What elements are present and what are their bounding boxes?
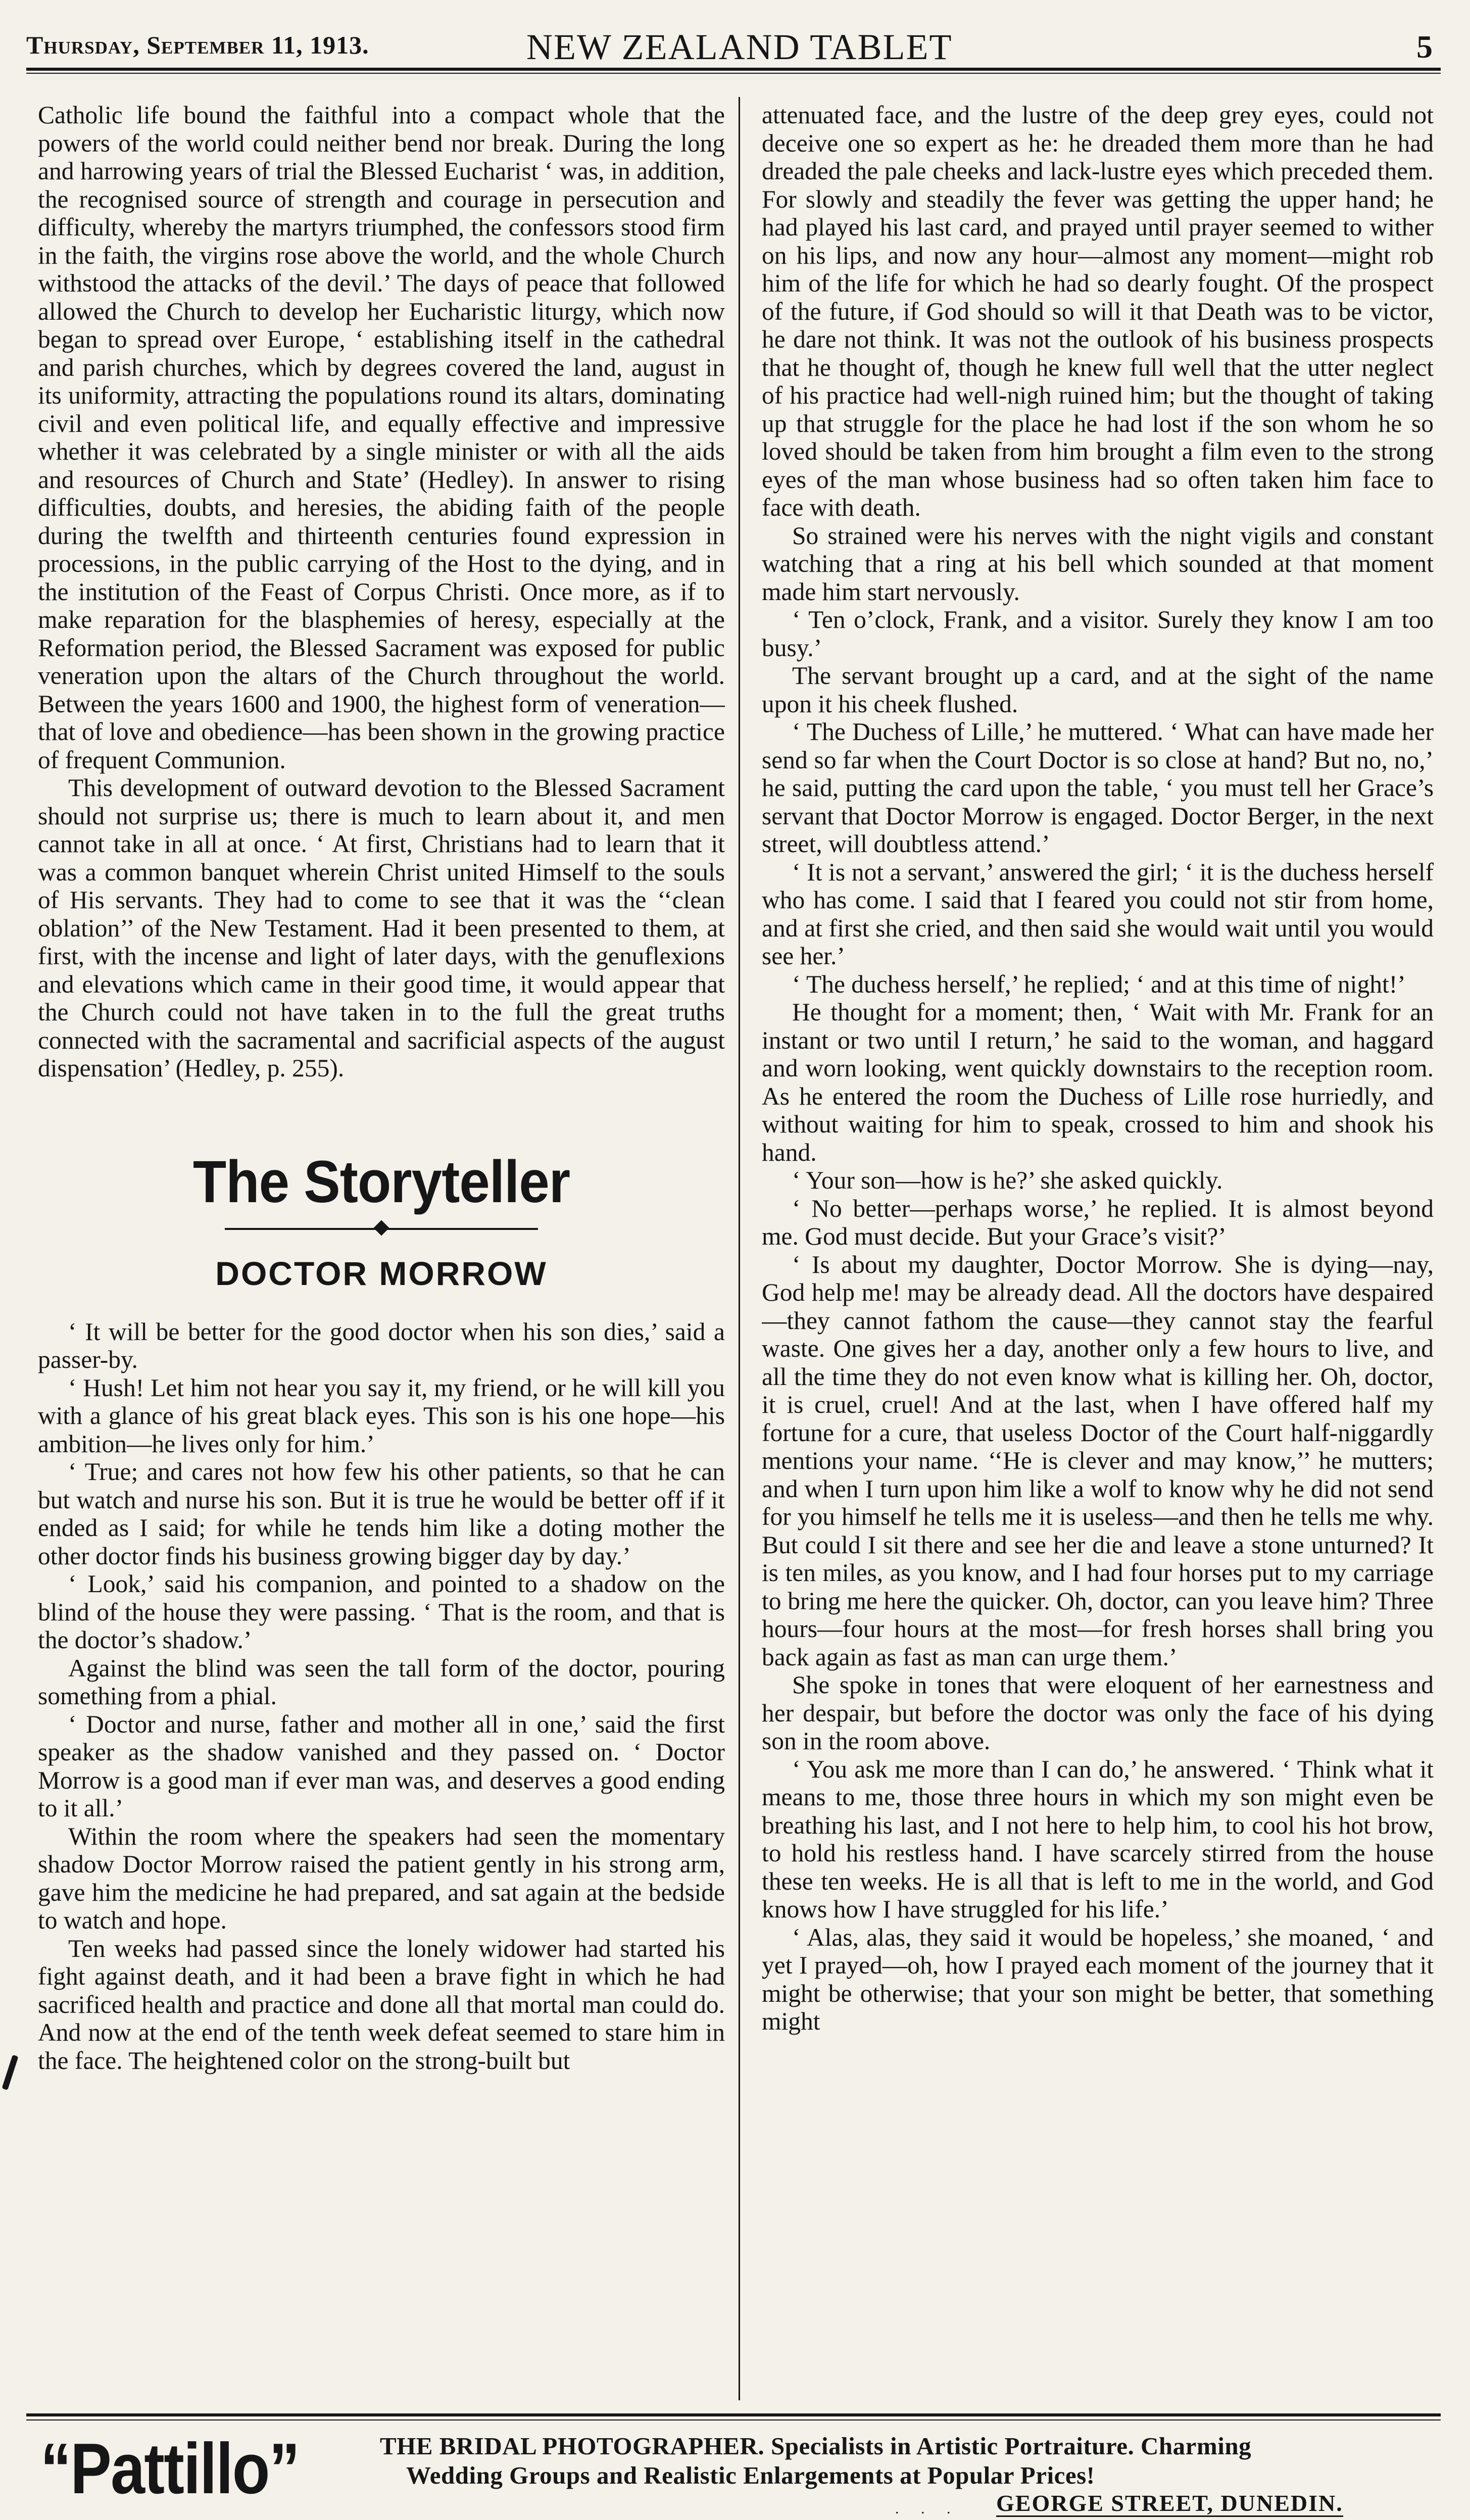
right-column — [762, 101, 1434, 2394]
left-column — [38, 101, 725, 2394]
page-number: 5 — [1416, 29, 1433, 65]
advert-line-2: Wedding Groups and Realistic Enlargements at Popular Prices! — [406, 2461, 1095, 2489]
story-paragraph: ‘ Alas, alas, they said it would be hopeless,’ she moaned, ‘ and yet I prayed—oh, how I prayed each moment of the journey that it might be otherwise; that your son might be better, that something might — [762, 1923, 1434, 2035]
story-title: DOCTOR MORROW — [215, 1254, 548, 1292]
story-paragraph: So strained were his nerves with the night vigils and constant watching that a ring at his bell which sounded at that moment made him start nervously. — [762, 521, 1434, 606]
story-paragraph: ‘ Doctor and nurse, father and mother all in one,’ said the first speaker as the shadow vanished and they passed on. ‘ Doctor Morrow is a good man if ever man was, and deserves a good ending to it all.’ — [38, 1710, 725, 1822]
story-paragraph: The servant brought up a card, and at the sight of the name upon it his cheek flushed. — [762, 662, 1434, 718]
story-paragraph: He thought for a moment; then, ‘ Wait with Mr. Frank for an instant or two until I return,’ he said to the woman, and haggard and worn looking, went quickly downstairs to the reception room. As he entered the room the Duchess of Lille rose hurriedly, and without waiting for him to speak, crossed to him and shook his hand. — [762, 998, 1434, 1166]
story-paragraph: She spoke in tones that were eloquent of her earnestness and her despair, but before the doctor was only the face of his dying son in the room above. — [762, 1671, 1434, 1755]
issue-date: Thursday, September 11, 1913. — [26, 31, 369, 59]
story-paragraph: ‘ Is about my daughter, Doctor Morrow. She is dying—nay, God help me! may be already dead. All the doctors have despaired—they cannot fathom the cause—they cannot stay the fearful waste. One gives her a day, another only a few hours to live, and all the time they do not even know what is killing her. Oh, doctor, it is cruel, cruel! And at the last, when I have offered half my fortune for a cure, that useless Doctor of the Court half-niggardly mentions your name. ‘‘He is clever and may know,’’ he mutters; and when I turn upon him like a wolf to know why he did not send for you himself he tells me it is useless—and then he tells me why. But could I sit there and see her die and leave a stone unturned? It is ten miles, as you know, and I had four horses put to my carriage to bring me here the quicker. Oh, doctor, can you leave him? Three hours—four hours at the most—for fresh horses shall bring you back again as fast as man can urge them.’ — [762, 1250, 1434, 1671]
section-title: The Storyteller — [192, 1148, 570, 1215]
masthead-rule — [26, 68, 1441, 71]
advert-line-1: THE BRIDAL PHOTOGRAPHER. Specialists in Artistic Portraiture. Charming — [380, 2432, 1252, 2460]
story-paragraph: ‘ No better—perhaps worse,’ he replied. It is almost beyond me. God must decide. But your Grace’s visit?’ — [762, 1194, 1434, 1250]
stray-ink-mark — [2, 2055, 18, 2090]
masthead — [26, 26, 1441, 67]
diamond-icon — [373, 1220, 389, 1236]
story-paragraph: ‘ Hush! Let him not hear you say it, my friend, or he will kill you with a glance of his great black eyes. This son is his one hope—his ambition—he lives only for him.’ — [38, 1373, 725, 1458]
advert-rule — [26, 2413, 1441, 2416]
story-paragraph: ‘ Ten o’clock, Frank, and a visitor. Surely they know I am too busy.’ — [762, 606, 1434, 662]
masthead-rule-thin — [26, 73, 1441, 74]
story-paragraph: Within the room where the speakers had seen the momentary shadow Doctor Morrow raised the patient gently in his strong arm, gave him the medicine he had prepared, and sat again at the bedside to watch and hope. — [38, 1822, 725, 1934]
story-paragraph: ‘ It is not a servant,’ answered the girl; ‘ it is the duchess herself who has come. I said that I feared you could not stir from home, and at first she cried, and then said she would wait until you would see her.’ — [762, 858, 1434, 970]
story-paragraph: ‘ Your son—how is he?’ she asked quickly. — [792, 1166, 1223, 1194]
advertisement — [26, 2425, 1441, 2515]
story-paragraph: ‘ Look,’ said his companion, and pointed to a shadow on the blind of the house they were passing. ‘ That is the room, and that is the doctor’s shadow.’ — [38, 1570, 725, 1654]
story-paragraph: ‘ The Duchess of Lille,’ he muttered. ‘ What can have made her send so far when the Court Doctor is so close at hand? But no, no,’ he said, putting the card upon the table, ‘ you must tell her Grace’s servant that Doctor Morrow is engaged. Doctor Berger, in the next street, will doubtless attend.’ — [762, 718, 1434, 858]
column-divider — [739, 97, 740, 2400]
article-paragraph: Catholic life bound the faithful into a compact whole that the powers of the world could neither bend nor break. During the long and harrowing years of trial the Blessed Eucharist ‘ was, in addition, the recognised source of strength and courage in persecution and difficulty, whereby the martyrs triumphed, the confessors stood firm in the faith, the virgins rose above the world, and the whole Church withstood the attacks of the devil.’ The days of peace that followed allowed the Church to develop her Eucharistic liturgy, which now began to spread over Europe, ‘ establishing itself in the cathedral and parish churches, which by degrees covered the land, august in its uniformity, attracting the populations round its altars, dominating civil and even political life, and equally effective and impressive whether it was celebrated by a single minister or with all the aids and resources of Church and State’ (Hedley). In answer to rising difficulties, doubts, and heresies, the abiding faith of the people during the twelfth and thirteenth centuries found expression in processions, in the public carrying of the Host to the dying, and in the institution of the Feast of Corpus Christi. Once more, as if to make reparation for the blasphemies of heresy, especially at the Reformation period, the Blessed Sacrament was exposed for public veneration upon the altars of the Church throughout the world. Between the years 1600 and 1900, the highest form of veneration—that of love and obedience—has been shown in the growing practice of frequent Communion. — [38, 101, 725, 774]
advert-rule-thin — [26, 2419, 1441, 2420]
story-paragraph: ‘ The duchess herself,’ he replied; ‘ and at this time of night!’ — [792, 970, 1406, 998]
story-paragraph: ‘ It will be better for the good doctor when his son dies,’ said a passer-by. — [38, 1317, 725, 1373]
advert-brand: “Pattillo” — [40, 2429, 300, 2509]
ornament-divider — [225, 1221, 538, 1236]
advert-address: GEORGE STREET, DUNEDIN. — [996, 2490, 1343, 2516]
publication-title: NEW ZEALAND TABLET — [526, 27, 953, 67]
article-paragraph: This development of outward devotion to the Blessed Sacrament should not surprise us; there is much to learn about it, and men cannot take in all at once. ‘ At first, Christians had to learn that it was a common banquet wherein Christ united Himself to the souls of His servants. They had to come to see that it was the ‘‘clean oblation’’ of the New Testament. Had it been presented to them, at first, with the incense and light of later days, with the genuflexions and elevations which came in their good time, it would appear that the Church could not have taken in to the full the great truths connected with the sacramental and sacrificial aspects of the august dispensation’ (Hedley, p. 255). — [38, 774, 725, 1082]
leader-dots: . . . — [895, 2500, 960, 2517]
story-paragraph: Ten weeks had passed since the lonely widower had started his fight against death, and it had been a brave fight in which he had sacrificed health and practice and done all that mortal man could do. And now at the end of the tenth week defeat seemed to stare him in the face. The heightened color on the strong-built but — [38, 1934, 725, 2074]
story-paragraph: ‘ True; and cares not how few his other patients, so that he can but watch and nurse his son. But it is true he would be better off if it ended as I said; for while he tends him like a doting mother the other doctor finds his business growing bigger day by day.’ — [38, 1458, 725, 1570]
story-paragraph: attenuated face, and the lustre of the deep grey eyes, could not deceive one so expert as he: he dreaded them more than he had dreaded the pale cheeks and lack-lustre eyes which preceded them. For slowly and steadily the fever was getting the upper hand; he had played his last card, and prayed until prayer seemed to wither on his lips, and now any hour—almost any moment—might rob him of the life for which he had so dearly fought. Of the prospect of the future, if God should so will it that Death was to be victor, he dare not think. It was not the outlook of his business prospects that he thought of, though he knew full well that the utter neglect of his practice had well-nigh ruined him; but the thought of taking up that struggle for the place he had lost if the son whom he so loved should be taken from him brought a film even to the strong eyes of the man whose business had so often taken him face to face with death. — [762, 101, 1434, 521]
story-paragraph: ‘ You ask me more than I can do,’ he answered. ‘ Think what it means to me, those three hours in which my son might even be breathing his last, and I not here to help him, to cool his hot brow, to hold his restless hand. I have scarcely stirred from the house these ten weeks. He is all that is left to me in the world, and God knows how I have struggled for his life.’ — [762, 1755, 1434, 1923]
story-paragraph: Against the blind was seen the tall form of the doctor, pouring something from a phial. — [38, 1654, 725, 1710]
